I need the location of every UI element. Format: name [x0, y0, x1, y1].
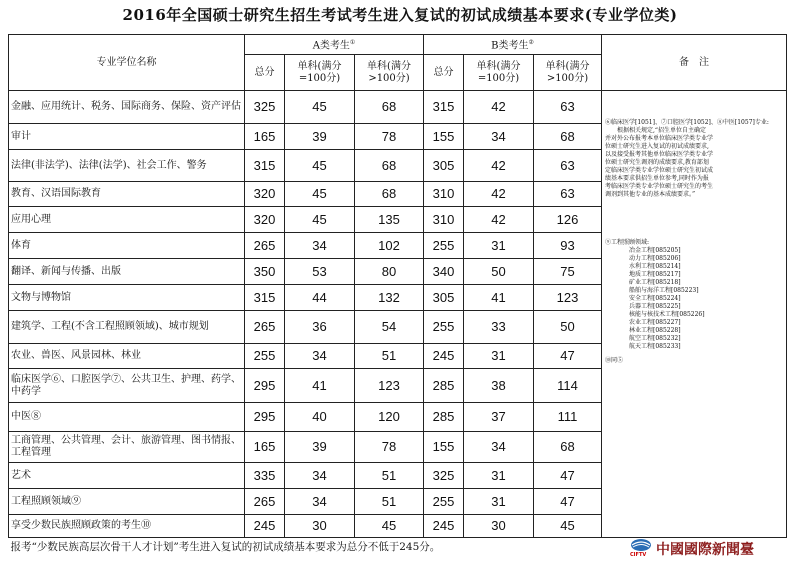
header-a-single-gt100: 单科(满分 >100分): [355, 55, 424, 91]
score-b-s1: 42: [464, 207, 534, 233]
score-b-total: 255: [424, 489, 464, 515]
remarks-medical-line: 定临床医学类专业学位硕士研究生初试成: [605, 167, 714, 174]
header-b-single-100: 单科(满分 =100分): [464, 55, 534, 91]
score-a-s1: 53: [285, 259, 355, 285]
score-b-s2: 123: [534, 285, 602, 311]
remarks-engineering-item: 农业工程[085227]: [629, 319, 681, 326]
remarks-engineering-item: 核能与核技术工程[085226]: [629, 311, 705, 318]
remarks-engineering-item: 冶金工程[085205]: [629, 247, 681, 254]
score-b-s2: 111: [534, 403, 602, 432]
score-b-s2: 63: [534, 182, 602, 207]
row-name: 应用心理: [9, 207, 245, 233]
score-b-total: 315: [424, 91, 464, 124]
score-b-s1: 33: [464, 311, 534, 344]
remarks-engineering: [605, 239, 783, 351]
score-a-s2: 80: [355, 259, 424, 285]
score-a-s1: 34: [285, 463, 355, 489]
score-b-s2: 47: [534, 489, 602, 515]
score-b-s1: 31: [464, 489, 534, 515]
logo-text: 中國國際新聞臺: [656, 542, 754, 558]
score-b-s2: 93: [534, 233, 602, 259]
remarks-same: [605, 357, 783, 365]
remarks-same-text: ⑩同⑤: [605, 357, 624, 364]
score-a-s1: 45: [285, 207, 355, 233]
score-b-s1: 34: [464, 124, 534, 150]
remarks-medical-line: 位硕士研究生进入复试的初试成绩要求,: [605, 143, 709, 150]
row-name: 教育、汉语国际教育: [9, 182, 245, 207]
score-a-s1: 45: [285, 182, 355, 207]
header-b-total: 总分: [424, 55, 464, 91]
score-b-total: 340: [424, 259, 464, 285]
remarks-medical-line: 以及接受报考其他单位临床医学类专业学: [605, 151, 714, 158]
score-b-s1: 37: [464, 403, 534, 432]
header-group-b: B类考生②: [424, 35, 602, 55]
score-a-s1: 34: [285, 233, 355, 259]
score-b-s2: 75: [534, 259, 602, 285]
score-a-total: 320: [245, 182, 285, 207]
header-remarks: 备 注: [602, 35, 787, 91]
score-b-s1: 41: [464, 285, 534, 311]
score-a-total: 245: [245, 515, 285, 538]
score-a-s1: 39: [285, 124, 355, 150]
header-name: 专业学位名称: [9, 35, 245, 91]
score-a-s2: 102: [355, 233, 424, 259]
score-b-total: 155: [424, 124, 464, 150]
score-a-s2: 54: [355, 311, 424, 344]
row-name: 临床医学⑥、口腔医学⑦、公共卫生、护理、药学、中药学: [9, 369, 245, 403]
score-a-total: 325: [245, 91, 285, 124]
remarks-cell: [602, 91, 787, 538]
row-name: 建筑学、工程(不含工程照顾领域)、城市规划: [9, 311, 245, 344]
remarks-engineering-item: 安全工程[085224]: [629, 295, 681, 302]
remarks-medical-line: 位硕士研究生调剂的成绩要求,教育部划: [605, 159, 709, 166]
score-a-s1: 44: [285, 285, 355, 311]
score-a-total: 265: [245, 311, 285, 344]
score-a-total: 295: [245, 369, 285, 403]
score-a-s1: 34: [285, 344, 355, 369]
score-a-s1: 40: [285, 403, 355, 432]
remarks-engineering-item: 动力工程[085206]: [629, 255, 681, 262]
score-a-s2: 120: [355, 403, 424, 432]
score-b-total: 285: [424, 369, 464, 403]
score-a-s2: 123: [355, 369, 424, 403]
score-b-s1: 38: [464, 369, 534, 403]
score-b-total: 305: [424, 150, 464, 182]
remarks-engineering-item: 兵器工程[085225]: [629, 303, 681, 310]
score-a-s2: 132: [355, 285, 424, 311]
row-name: 法律(非法学)、法律(法学)、社会工作、警务: [9, 150, 245, 182]
header-a-total: 总分: [245, 55, 285, 91]
score-b-total: 155: [424, 432, 464, 463]
score-b-s1: 50: [464, 259, 534, 285]
score-a-s2: 45: [355, 515, 424, 538]
score-a-total: 315: [245, 285, 285, 311]
score-a-s1: 41: [285, 369, 355, 403]
score-b-s2: 63: [534, 91, 602, 124]
logo-abbrev: CIFTV: [630, 552, 647, 558]
row-name: 享受少数民族照顾政策的考生⑩: [9, 515, 245, 538]
remarks-medical-line: 并对外公布报考本单位临床医学类专业学: [605, 135, 714, 142]
score-a-total: 335: [245, 463, 285, 489]
score-b-s1: 31: [464, 463, 534, 489]
remarks-engineering-item: 地质工程[085217]: [629, 271, 681, 278]
remarks-engineering-item: 航天工程[085233]: [629, 343, 681, 350]
remarks-engineering-item: 航空工程[085232]: [629, 335, 681, 342]
score-a-s2: 78: [355, 124, 424, 150]
page-title: 2016年全国硕士研究生招生考试考生进入复试的初试成绩基本要求(专业学位类): [122, 6, 678, 24]
row-name: 工商管理、公共管理、会计、旅游管理、图书情报、工程管理: [9, 432, 245, 463]
score-a-total: 265: [245, 233, 285, 259]
score-a-s2: 68: [355, 182, 424, 207]
score-b-total: 245: [424, 344, 464, 369]
score-a-total: 320: [245, 207, 285, 233]
score-b-total: 310: [424, 182, 464, 207]
score-a-total: 265: [245, 489, 285, 515]
score-a-s1: 39: [285, 432, 355, 463]
score-a-total: 315: [245, 150, 285, 182]
score-b-s2: 45: [534, 515, 602, 538]
score-a-total: 350: [245, 259, 285, 285]
score-a-s2: 51: [355, 489, 424, 515]
score-a-s2: 51: [355, 344, 424, 369]
score-a-s2: 78: [355, 432, 424, 463]
score-table: [8, 34, 787, 556]
remarks-medical-line: 根据相关规定,“招生单位自主确定: [617, 127, 706, 134]
score-a-total: 165: [245, 124, 285, 150]
score-a-s1: 34: [285, 489, 355, 515]
score-b-total: 245: [424, 515, 464, 538]
score-b-s2: 126: [534, 207, 602, 233]
score-a-s2: 68: [355, 91, 424, 124]
score-b-s2: 47: [534, 463, 602, 489]
score-a-s2: 68: [355, 150, 424, 182]
score-a-s1: 30: [285, 515, 355, 538]
score-b-s2: 68: [534, 432, 602, 463]
header-b-single-gt100: 单科(满分 >100分): [534, 55, 602, 91]
row-name: 审计: [9, 124, 245, 150]
score-b-s1: 42: [464, 182, 534, 207]
score-b-s1: 31: [464, 233, 534, 259]
row-name: 工程照顾领域⑨: [9, 489, 245, 515]
score-b-total: 255: [424, 233, 464, 259]
table-row: [9, 91, 787, 124]
remarks-engineering-item: 水利工程[085214]: [629, 263, 681, 270]
score-a-s1: 45: [285, 150, 355, 182]
remarks-medical-title: ⑥临床医学[1051]、⑦口腔医学[1052]、⑧中医[1057]专业:: [605, 119, 769, 126]
score-a-s2: 135: [355, 207, 424, 233]
score-b-s2: 50: [534, 311, 602, 344]
remarks-engineering-item: 船舶与海洋工程[085223]: [629, 287, 699, 294]
remarks-medical-line: 绩基本要求供招生单位参考,同时作为报: [605, 175, 709, 182]
score-b-s2: 47: [534, 344, 602, 369]
row-name: 农业、兽医、风景园林、林业: [9, 344, 245, 369]
score-a-s2: 51: [355, 463, 424, 489]
score-b-total: 285: [424, 403, 464, 432]
score-a-total: 295: [245, 403, 285, 432]
row-name: 艺术: [9, 463, 245, 489]
score-a-total: 255: [245, 344, 285, 369]
broadcaster-logo: [630, 538, 795, 558]
row-name: 金融、应用统计、税务、国际商务、保险、资产评估: [9, 91, 245, 124]
row-name: 翻译、新闻与传播、出版: [9, 259, 245, 285]
score-b-s1: 30: [464, 515, 534, 538]
remarks-medical-line: 考临床医学类专业学位硕士研究生的考生: [605, 183, 714, 190]
header-a-single-100: 单科(满分 =100分): [285, 55, 355, 91]
score-a-s1: 36: [285, 311, 355, 344]
score-b-s2: 63: [534, 150, 602, 182]
footnote: 报考“少数民族高层次骨干人才计划”考生进入复试的初试成绩基本要求为总分不低于245分。: [9, 538, 787, 557]
score-b-total: 310: [424, 207, 464, 233]
score-b-s2: 114: [534, 369, 602, 403]
remarks-engineering-item: 林业工程[085228]: [629, 327, 681, 334]
header-group-a: A类考生①: [245, 35, 424, 55]
remarks-medical-line: 调剂到其他专业的基本成绩要求。”: [605, 191, 696, 198]
score-b-total: 305: [424, 285, 464, 311]
score-b-s2: 68: [534, 124, 602, 150]
row-name: 文物与博物馆: [9, 285, 245, 311]
row-name: 体育: [9, 233, 245, 259]
row-name: 中医⑧: [9, 403, 245, 432]
score-a-s1: 45: [285, 91, 355, 124]
remarks-medical: [605, 119, 783, 199]
score-b-s1: 42: [464, 91, 534, 124]
score-b-s1: 42: [464, 150, 534, 182]
remarks-engineering-item: 矿业工程[085218]: [629, 279, 681, 286]
score-b-s1: 31: [464, 344, 534, 369]
remarks-engineering-title: ⑨工程照顾领域:: [605, 239, 650, 246]
score-b-s1: 34: [464, 432, 534, 463]
score-a-total: 165: [245, 432, 285, 463]
score-b-total: 255: [424, 311, 464, 344]
score-b-total: 325: [424, 463, 464, 489]
